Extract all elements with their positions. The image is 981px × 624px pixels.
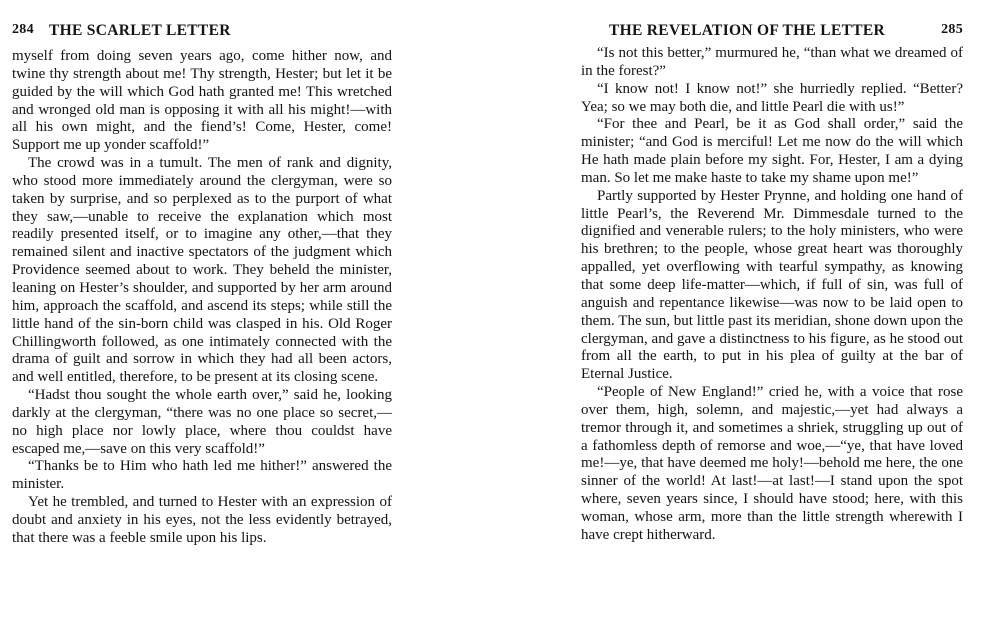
right-page-header <box>581 22 963 42</box>
paragraph: The crowd was in a tumult. The men of rank and dignity, who stood more immediately around the clergyman, were so taken by surprise, and so perplexed as to the purport of what they saw,—unable to receive the explanation which most readily presented itself, or to imagine any other,—that they remained silent and inactive spectators of the judgment which Providence seemed about to work. They beheld the minister, leaning on Hester’s shoulder, and supported by her arm around him, approach the scaffold, and ascend its steps; while still the little hand of the sin-born child was clasped in his. Old Roger Chillingworth followed, as one intimately connected with the drama of guilt and sorrow in which they had all been actors, and well entitled, therefore, to be present at its closing scene. <box>12 155 392 386</box>
right-page <box>581 0 963 624</box>
paragraph: myself from doing seven years ago, come hither now, and twine thy strength about me! Thy strength, Hester; but let it be guided by the will which God hath granted me! This wretched and wronged old man is opposing it with all his might!—with all his own might, and the fiend’s! Come, Hester, come! Support me up yonder scaffold!” <box>12 48 392 154</box>
left-page-body <box>12 48 392 548</box>
left-page <box>12 0 392 624</box>
right-running-head: THE REVELATION OF THE LETTER <box>609 22 885 39</box>
left-page-header <box>12 22 392 42</box>
paragraph: “Hadst thou sought the whole earth over,” said he, looking darkly at the clergyman, “there was no one place so secret,—no high place nor lowly place, where thou couldst have escaped me,—save on this very scaffold!” <box>12 387 392 457</box>
paragraph: “For thee and Pearl, be it as God shall order,” said the minister; “and God is merciful! Let me now do the will which He hath made plain before my sight. For, Hester, I am a dying man. So let me make haste to take my shame upon me!” <box>581 116 963 186</box>
left-running-head: THE SCARLET LETTER <box>49 22 231 39</box>
paragraph: “People of New England!” cried he, with a voice that rose over them, high, solemn, and majestic,—yet had always a tremor through it, and sometimes a shriek, struggling up out of a fathomless depth of remorse and woe,—“ye, that have loved me!—ye, that have deemed me holy!—behold me here, the one sinner of the world! At last!—at last!—I stand upon the spot where, seven years since, I should have stood; here, with this woman, whose arm, more than the little strength wherewith I have crept hitherward. <box>581 384 963 543</box>
right-page-body <box>581 45 963 545</box>
right-page-number: 285 <box>941 22 963 37</box>
left-page-number: 284 <box>12 22 34 37</box>
paragraph: Yet he trembled, and turned to Hester with an expression of doubt and anxiety in his eyes, not the less evidently betrayed, that there was a feeble smile upon his lips. <box>12 494 392 546</box>
paragraph: “Thanks be to Him who hath led me hither!” answered the minister. <box>12 458 392 493</box>
paragraph: Partly supported by Hester Prynne, and holding one hand of little Pearl’s, the Reverend Mr. Dimmesdale turned to the dignified and venerable rulers; to the holy ministers, who were his brethren; to the people, whose great heart was thoroughly appalled, yet overflowing with tearful sympathy, as knowing that some deep life-matter—which, if full of sin, was full of anguish and repentance likewise—was now to be laid open to them. The sun, but little past its meridian, shone down upon the clergyman, and gave a distinctness to his figure, as he stood out from all the earth, to put in his plea of guilty at the bar of Eternal Justice. <box>581 187 963 383</box>
paragraph: “Is not this better,” murmured he, “than what we dreamed of in the forest?” <box>581 45 963 79</box>
paragraph: “I know not! I know not!” she hurriedly replied. “Better? Yea; so we may both die, and little Pearl die with us!” <box>581 80 963 115</box>
